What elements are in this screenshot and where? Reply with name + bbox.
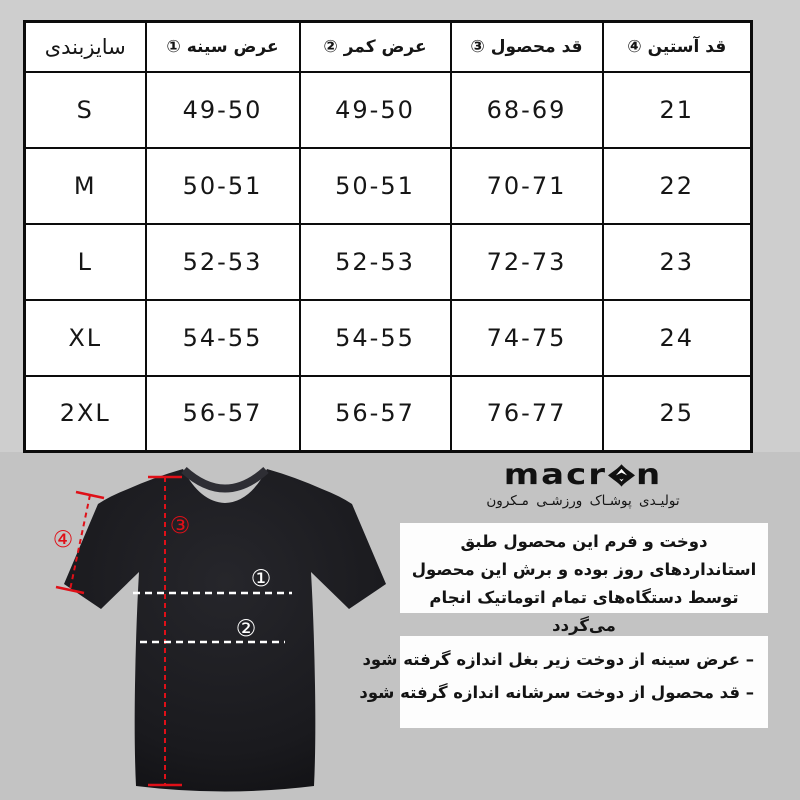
col-header-chest (146, 22, 300, 72)
col-header-length (451, 22, 603, 72)
sleeve-cell: 21 (603, 72, 752, 148)
label-chest: ① (250, 566, 272, 592)
measurement-note (359, 636, 768, 728)
size-cell: M (25, 148, 146, 224)
table-row-m (25, 148, 752, 224)
col-header-waist (300, 22, 451, 72)
size-cell: S (25, 72, 146, 148)
table-row-2xl (25, 376, 752, 452)
tshirt-diagram (40, 455, 390, 800)
brand-block (478, 458, 688, 509)
length-cell: 72-73 (451, 224, 603, 300)
size-cell: L (25, 224, 146, 300)
length-cell: 76-77 (451, 376, 603, 452)
chest-cell: 50-51 (146, 148, 300, 224)
wordmark-left: macr (503, 458, 608, 492)
waist-cell: 50-51 (300, 148, 451, 224)
sleeve-cell: 25 (603, 376, 752, 452)
col-header-label: قد آستین (647, 36, 727, 57)
table-header-row (25, 22, 752, 72)
col-header-label: عرض کمر (343, 36, 427, 57)
table-row-s (25, 72, 752, 148)
wordmark-right: n (636, 458, 663, 492)
macron-logo (478, 458, 688, 492)
sleeve-cell: 23 (603, 224, 752, 300)
label-waist: ② (235, 616, 257, 642)
collar-band (184, 470, 266, 489)
brand-tagline: تولیـدی پوشـاک ورزشـی مـکرون (486, 493, 680, 509)
waist-cell: 52-53 (300, 224, 451, 300)
size-table (23, 20, 753, 453)
sleeve-cell: 22 (603, 148, 752, 224)
col-header-label: عرض سینه (186, 36, 279, 57)
macron-emblem-icon (608, 464, 635, 486)
waist-cell: 54-55 (300, 300, 451, 376)
chest-cell: 52-53 (146, 224, 300, 300)
col-header-sleeve (603, 22, 752, 72)
chest-cell: 54-55 (146, 300, 300, 376)
waist-cell: 56-57 (300, 376, 451, 452)
tshirt-silhouette (64, 469, 386, 792)
measurement-note-line-2: – قد محصول از دوخت سرشانه اندازه گرفته شود (359, 683, 754, 702)
measurement-note-line-1: – عرض سینه از دوخت زیر بغل اندازه گرفته شود (362, 650, 754, 669)
label-sleeve: ④ (52, 527, 74, 553)
waist-cell: 49-50 (300, 72, 451, 148)
table-row-l (25, 224, 752, 300)
chest-cell: 49-50 (146, 72, 300, 148)
production-note: دوخت و فرم این محصول طبق استانداردهای روز بوده و برش این محصول توسط دستگاه‌های تمام اتوماتیک انجام می‌گردد (400, 523, 768, 613)
table-row-xl (25, 300, 752, 376)
chest-cell: 56-57 (146, 376, 300, 452)
circled-number-3: ③ (470, 36, 485, 57)
length-cell: 70-71 (451, 148, 603, 224)
col-header-label: قد محصول (490, 36, 583, 57)
length-cell: 68-69 (451, 72, 603, 148)
length-cell: 74-75 (451, 300, 603, 376)
size-cell: XL (25, 300, 146, 376)
circled-number-2: ② (323, 36, 338, 57)
col-header-size: سایزبندی (25, 22, 146, 72)
circled-number-1: ① (166, 36, 181, 57)
sleeve-cell: 24 (603, 300, 752, 376)
circled-number-4: ④ (627, 36, 642, 57)
size-cell: 2XL (25, 376, 146, 452)
label-length: ③ (169, 513, 191, 539)
